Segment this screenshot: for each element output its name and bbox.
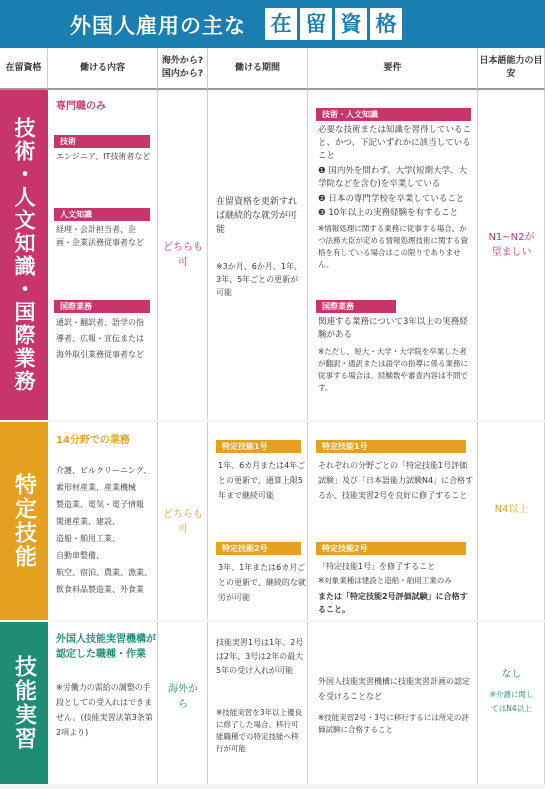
- section-engineer: [0, 90, 545, 420]
- work-head: 専門職のみ: [56, 101, 106, 112]
- field-2: 素形材産業、産業機械: [56, 483, 136, 492]
- col-origin: [158, 622, 208, 784]
- band-specified: 特定技能: [0, 422, 48, 620]
- text-intl: 通訳・翻訳者、語学の指導者、広報・宣伝または海外取引業務従事者など: [56, 318, 144, 359]
- field-7: 航空、宿泊、農業、漁業、: [56, 568, 152, 577]
- title-box-2: 留: [300, 8, 332, 40]
- jp-value: N4以上: [494, 504, 529, 515]
- req-text-2: 関連する業務について3年以上の実務経験がある: [318, 317, 468, 340]
- label-intl: 国際業務: [54, 300, 150, 313]
- header-requirements: 要件: [308, 48, 478, 90]
- page-title: 外国人雇用の主な: [70, 14, 246, 38]
- req-label-2: 国際業務: [316, 300, 396, 313]
- col-req: [308, 90, 478, 420]
- header-work: 働ける内容: [48, 48, 158, 90]
- header-japanese: 日本語能力の目安: [478, 48, 545, 90]
- field-6: 自動車整備、: [56, 551, 104, 560]
- origin-value: どちらも可: [163, 242, 203, 268]
- field-1: 介護、ビルクリーニング、: [56, 466, 152, 475]
- req-more-2: または「特定技能2号評価試験」に合格すること。: [318, 592, 468, 614]
- req-label-2: 特定技能2号: [316, 542, 466, 555]
- work-head: 外国人技能実習機構が認定した職種・作業: [56, 634, 156, 660]
- req-list-2: ❷ 日本の専門学校を卒業していること: [318, 194, 465, 204]
- text-humanities: 経理・会計担当者、企画・企業法務従事者など: [56, 225, 144, 247]
- origin-value: 海外から: [168, 684, 198, 710]
- field-5: 造船・舶用工業、: [56, 534, 120, 543]
- period-text-1: 1年、6カ月または4年ごとの更新で、通算上限5年まで継続可能: [218, 461, 306, 500]
- title-box-1: 在: [265, 8, 297, 40]
- req-note-2: ※対象業種は建設と造船・舶用工業のみ: [318, 576, 452, 585]
- jp-note: ※介護に関してはN4以上: [489, 690, 534, 713]
- col-req: [308, 622, 478, 784]
- period-label-1: 特定技能1号: [216, 440, 301, 453]
- origin-value: どちらも可: [163, 509, 203, 535]
- band-engineer: 技術・人文知識・国際業務: [0, 90, 48, 420]
- label-humanities: 人文知識: [54, 208, 150, 221]
- col-jp: [478, 622, 545, 784]
- req-list-3: ❸ 10年以上の実務経験を有すること: [318, 208, 459, 218]
- header-status: 在留資格: [0, 48, 48, 90]
- text-tech: エンジニア、IT技術者など: [56, 152, 151, 161]
- title-box-3: 資: [335, 8, 367, 40]
- header-origin: 海外から?国内から?: [158, 48, 208, 90]
- period-label-2: 特定技能2号: [216, 542, 301, 555]
- field-8: 飲食料品製造業、外食業: [56, 585, 144, 594]
- field-4: 関連産業、建設、: [56, 517, 120, 526]
- req-label-1: 特定技能1号: [316, 440, 466, 453]
- field-3: 製造業、電気・電子情報: [56, 500, 144, 509]
- req-note-1: ※情報処理に関する業務に従事する場合、かつ法務大臣が定める情報処理技術に関する資格を有している場合はこの限りでありません。: [318, 224, 468, 269]
- req-note-2: ※ただし、短大・大学・大学院を卒業した者が翻訳・通訳または語学の指導に係る業務に従事する場合は、経験数や審査内容は不問です。: [318, 347, 468, 392]
- header-period: 働ける期間: [208, 48, 308, 90]
- req-label-1: 技術・人文知識: [316, 108, 471, 121]
- period-note: ※技能実習を3年以上優良に修了した場合、移行可能職種での特定技能へ移行が可能: [216, 708, 303, 753]
- title-box-4: 格: [370, 8, 402, 40]
- label-tech: 技術: [54, 135, 150, 148]
- col-jp: [478, 90, 545, 420]
- col-work: [48, 422, 158, 620]
- jp-value: なし: [501, 669, 522, 680]
- period-text: 技能実習1号は1年、2号は2年、3号は2年の最大5年の受け入れが可能: [216, 638, 304, 675]
- col-origin: [158, 422, 208, 620]
- period-text: 在留資格を更新すれば継続的な就労が可能: [216, 197, 298, 235]
- col-work: [48, 622, 158, 784]
- req-text: 外国人技能実習機構に技能実習計画の認定を受けることなど: [318, 677, 470, 701]
- band-training: 技能実習: [0, 622, 48, 784]
- work-note: ※労働力の需給の調整の手段としての受入れはできません。(技能実習法第3条第2項より): [56, 683, 153, 737]
- section-training: [0, 622, 545, 784]
- col-work: [48, 90, 158, 420]
- col-req: [308, 422, 478, 620]
- req-list-1: ❶ 国内外を問わず、大学(短期大学、大学院などを含む)を卒業している: [318, 166, 467, 189]
- col-period: [208, 422, 308, 620]
- req-text-2: 「特定技能1号」を修了すること: [318, 562, 436, 571]
- col-origin: [158, 90, 208, 420]
- period-text-2: 3年、1年または6カ月ごとの更新で、継続的な就労が可能: [218, 563, 306, 602]
- req-text-1: 必要な技術または知識を習得していること、かつ、下記いずれかに該当していること: [318, 125, 472, 161]
- section-specified: [0, 422, 545, 620]
- period-note: ※3か月、6か月、1年、3年、5年ごとの更新が可能: [216, 262, 302, 297]
- col-jp: [478, 422, 545, 620]
- req-text-1: それぞれの分野ごとの「特定技能1号評価試験」及び「日本語能力試験N4」に合格するか、技能実習2号を良好に修了すること: [318, 461, 474, 500]
- title-bar: [0, 0, 545, 48]
- col-period: [208, 622, 308, 784]
- col-period: [208, 90, 308, 420]
- work-head: 14分野での業務: [56, 435, 130, 446]
- req-note: ※技能実習2号・3号に移行するには所定の評価試験に合格すること: [318, 713, 469, 734]
- jp-value: N1~N2が望ましい: [488, 232, 535, 258]
